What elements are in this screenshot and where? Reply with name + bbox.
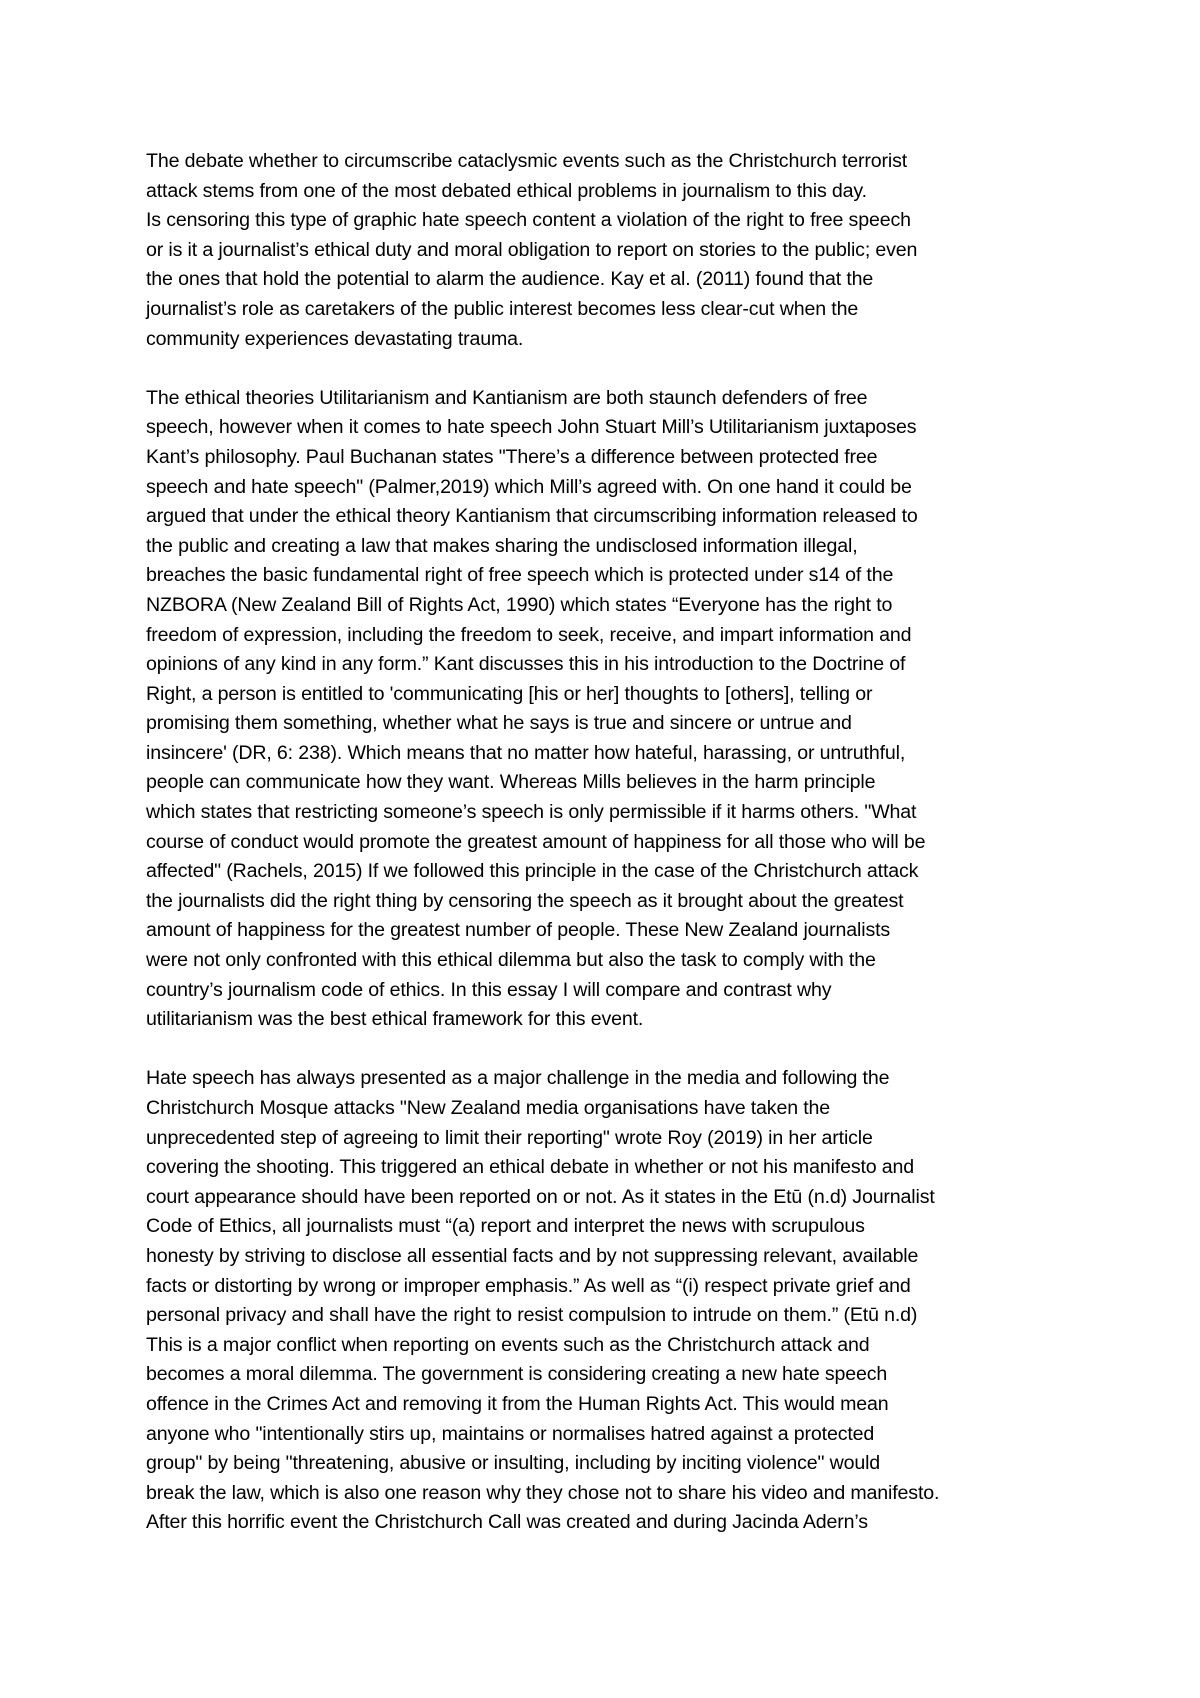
text-line: The ethical theories Utilitarianism and Kantianism are both staunch defenders of free — [146, 386, 868, 409]
text-line: honesty by striving to disclose all essential facts and by not suppressing relevant, available — [146, 1244, 919, 1267]
text-line: affected" (Rachels, 2015) If we followed this principle in the case of the Christchurch attack — [146, 860, 919, 883]
text-line: people can communicate how they want. Whereas Mills believes in the harm principle — [146, 771, 876, 794]
text-line: break the law, which is also one reason why they chose not to share his video and manifesto. — [146, 1481, 940, 1504]
text-line: group" by being "threatening, abusive or insulting, including by inciting violence" would — [146, 1452, 881, 1475]
document-body — [146, 147, 1076, 1568]
paragraph-hate-speech — [146, 1064, 1076, 1538]
text-line: Kant’s philosophy. Paul Buchanan states "There’s a difference between protected free — [146, 445, 878, 468]
text-line: the public and creating a law that makes sharing the undisclosed information illegal, — [146, 534, 858, 557]
text-line: After this horrific event the Christchurch Call was created and during Jacinda Adern’s — [146, 1511, 868, 1534]
text-line: amount of happiness for the greatest number of people. These New Zealand journalists — [146, 919, 891, 942]
text-line: court appearance should have been reported on or not. As it states in the Etū (n.d) Journalist — [146, 1185, 935, 1208]
text-line: The debate whether to circumscribe cataclysmic events such as the Christchurch terrorist — [146, 150, 908, 172]
text-line: personal privacy and shall have the right to resist compulsion to intrude on them.” (Etū n.d) — [146, 1304, 918, 1327]
text-line: argued that under the ethical theory Kantianism that circumscribing information released to — [146, 505, 918, 528]
text-line: Code of Ethics, all journalists must “(a) report and interpret the news with scrupulous — [146, 1215, 865, 1238]
text-line: NZBORA (New Zealand Bill of Rights Act, 1990) which states “Everyone has the right to — [146, 593, 893, 616]
text-line: This is a major conflict when reporting on events such as the Christchurch attack and — [146, 1333, 870, 1356]
text-line: unprecedented step of agreeing to limit their reporting" wrote Roy (2019) in her article — [146, 1126, 873, 1149]
text-line: becomes a moral dilemma. The government is considering creating a new hate speech — [146, 1363, 888, 1386]
text-line: offence in the Crimes Act and removing it from the Human Rights Act. This would mean — [146, 1392, 889, 1415]
text-line: which states that restricting someone’s speech is only permissible if it harms others. "What — [146, 801, 917, 824]
text-line: opinions of any kind in any form.” Kant discusses this in his introduction to the Doctrine of — [146, 653, 906, 676]
text-line: covering the shooting. This triggered an ethical debate in whether or not his manifesto and — [146, 1156, 915, 1179]
text-line: Hate speech has always presented as a major challenge in the media and following the — [146, 1067, 890, 1090]
text-line: promising them something, whether what he says is true and sincere or untrue and — [146, 712, 852, 735]
paragraph-intro — [146, 147, 1076, 354]
text-line: breaches the basic fundamental right of free speech which is protected under s14 of the — [146, 564, 894, 587]
text-line: utilitarianism was the best ethical framework for this event. — [146, 1008, 644, 1031]
text-line: attack stems from one of the most debated ethical problems in journalism to this day. — [146, 179, 867, 202]
text-line: journalist’s role as caretakers of the public interest becomes less clear-cut when the — [146, 297, 859, 320]
text-line: country’s journalism code of ethics. In this essay I will compare and contrast why — [146, 978, 832, 1001]
text-line: were not only confronted with this ethical dilemma but also the task to comply with the — [146, 949, 876, 972]
text-line: facts or distorting by wrong or improper emphasis.” As well as “(i) respect private grief and — [146, 1274, 911, 1297]
text-line: speech, however when it comes to hate speech John Stuart Mill’s Utilitarianism juxtaposes — [146, 416, 917, 439]
text-line: insincere' (DR, 6: 238). Which means that no matter how hateful, harassing, or untruthful, — [146, 741, 906, 764]
text-line: community experiences devastating trauma. — [146, 327, 524, 350]
text-line: Christchurch Mosque attacks "New Zealand media organisations have taken the — [146, 1097, 831, 1119]
text-line: course of conduct would promote the greatest amount of happiness for all those who will be — [146, 830, 926, 853]
text-line: anyone who "intentionally stirs up, maintains or normalises hatred against a protected — [146, 1422, 875, 1445]
text-line: freedom of expression, including the freedom to seek, receive, and impart information and — [146, 623, 912, 646]
text-line: the ones that hold the potential to alarm the audience. Kay et al. (2011) found that the — [146, 268, 874, 291]
text-line: speech and hate speech" (Palmer,2019) which Mill’s agreed with. On one hand it could be — [146, 475, 912, 498]
text-line: the journalists did the right thing by censoring the speech as it brought about the greatest — [146, 889, 904, 912]
text-line: or is it a journalist’s ethical duty and moral obligation to report on stories to the public; even — [146, 238, 918, 261]
text-line: Is censoring this type of graphic hate speech content a violation of the right to free speech — [146, 209, 911, 232]
text-line: Right, a person is entitled to 'communicating [his or her] thoughts to [others], telling or — [146, 682, 873, 705]
paragraph-ethical-theories — [146, 384, 1076, 1035]
